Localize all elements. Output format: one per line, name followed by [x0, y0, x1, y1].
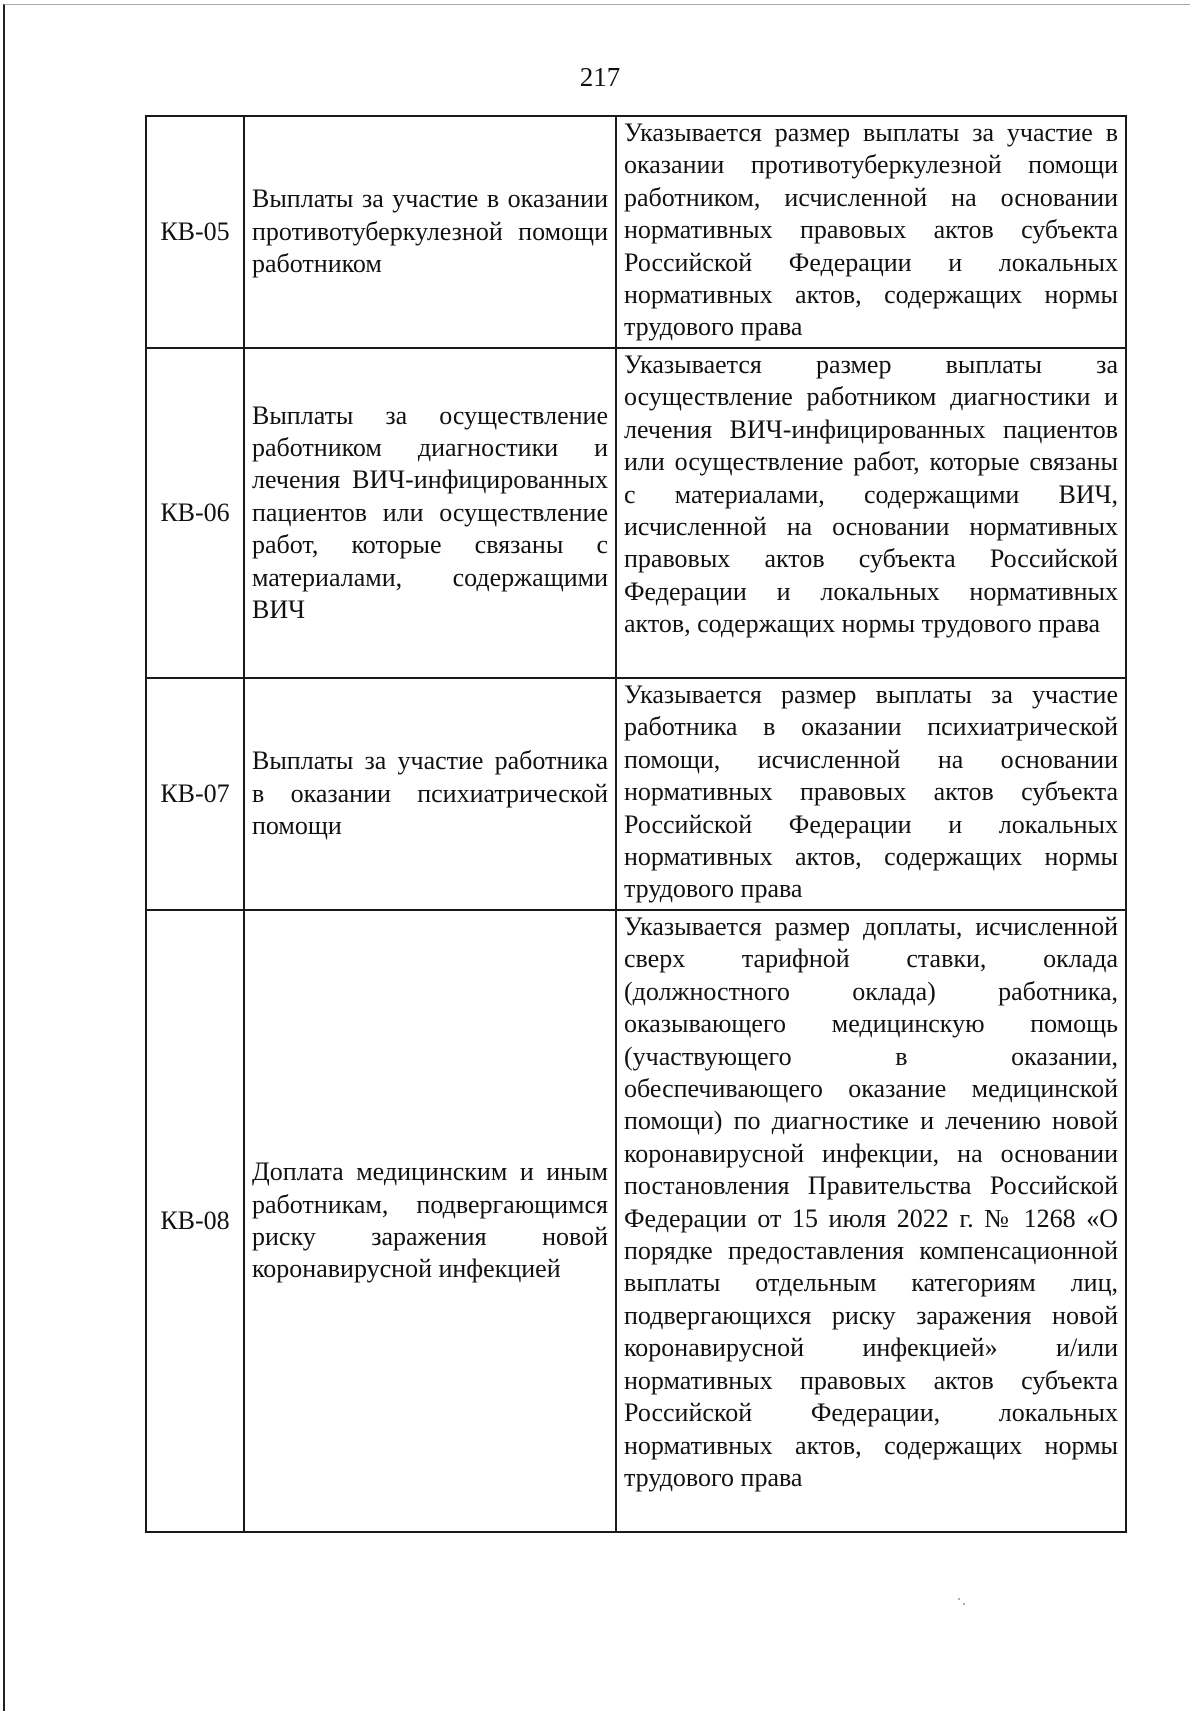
- table-row: [146, 116, 1126, 348]
- row-name: Доплата медицинским и иным работникам, подвергающимся риску заражения новой коронавирусной инфекцией: [244, 910, 616, 1532]
- row-code: КВ-08: [146, 910, 244, 1532]
- row-description: Указывается размер выплаты за осуществление работником диагностики и лечения ВИЧ-инфицированных пациентов или осуществление работ, которые связаны с материалами, содержащими ВИЧ, исчисленной на основании нормативных правовых актов субъекта Российской Федерации и локальных нормативных актов, содержащих нормы трудового права: [616, 348, 1126, 678]
- row-code: КВ-07: [146, 678, 244, 910]
- table-row: [146, 678, 1126, 910]
- row-description: Указывается размер доплаты, исчисленной сверх тарифной ставки, оклада (должностного оклада) работника, оказывающего медицинскую помощь (участвующего в оказании, обеспечивающего оказание медицинской помощи) по диагностике и лечению новой коронавирусной инфекции, на основании постановления Правительства Российской Федерации от 15 июля 2022 г. № 1268 «О порядке предоставления компенсационной выплаты отдельным категориям лиц, подвергающихся риску заражения новой коронавирусной инфекцией» и/или нормативных правовых актов субъекта Российской Федерации, локальных нормативных актов, содержащих нормы трудового права: [616, 910, 1126, 1532]
- payments-table: [145, 115, 1127, 1533]
- row-description: Указывается размер выплаты за участие работника в оказании психиатрической помощи, исчисленной на основании нормативных правовых актов субъекта Российской Федерации и локальных нормативных актов, содержащих нормы трудового права: [616, 678, 1126, 910]
- table-row: [146, 348, 1126, 678]
- table-row: [146, 910, 1126, 1532]
- row-name: Выплаты за участие работника в оказании психиатрической помощи: [244, 678, 616, 910]
- page-number: 217: [579, 62, 621, 92]
- row-description: Указывается размер выплаты за участие в оказании противотуберкулезной помощи работником, исчисленной на основании нормативных правовых актов субъекта Российской Федерации и локальных нормативных актов, содержащих нормы трудового права: [616, 116, 1126, 348]
- row-code: КВ-06: [146, 348, 244, 678]
- scan-speck: [958, 1598, 960, 1600]
- scan-speck: [963, 1603, 965, 1605]
- row-name: Выплаты за участие в оказании противотуберкулезной помощи работником: [244, 116, 616, 348]
- row-name: Выплаты за осуществление работником диагностики и лечения ВИЧ-инфицированных пациентов или осуществление работ, которые связаны с материалами, содержащими ВИЧ: [244, 348, 616, 678]
- row-code: КВ-05: [146, 116, 244, 348]
